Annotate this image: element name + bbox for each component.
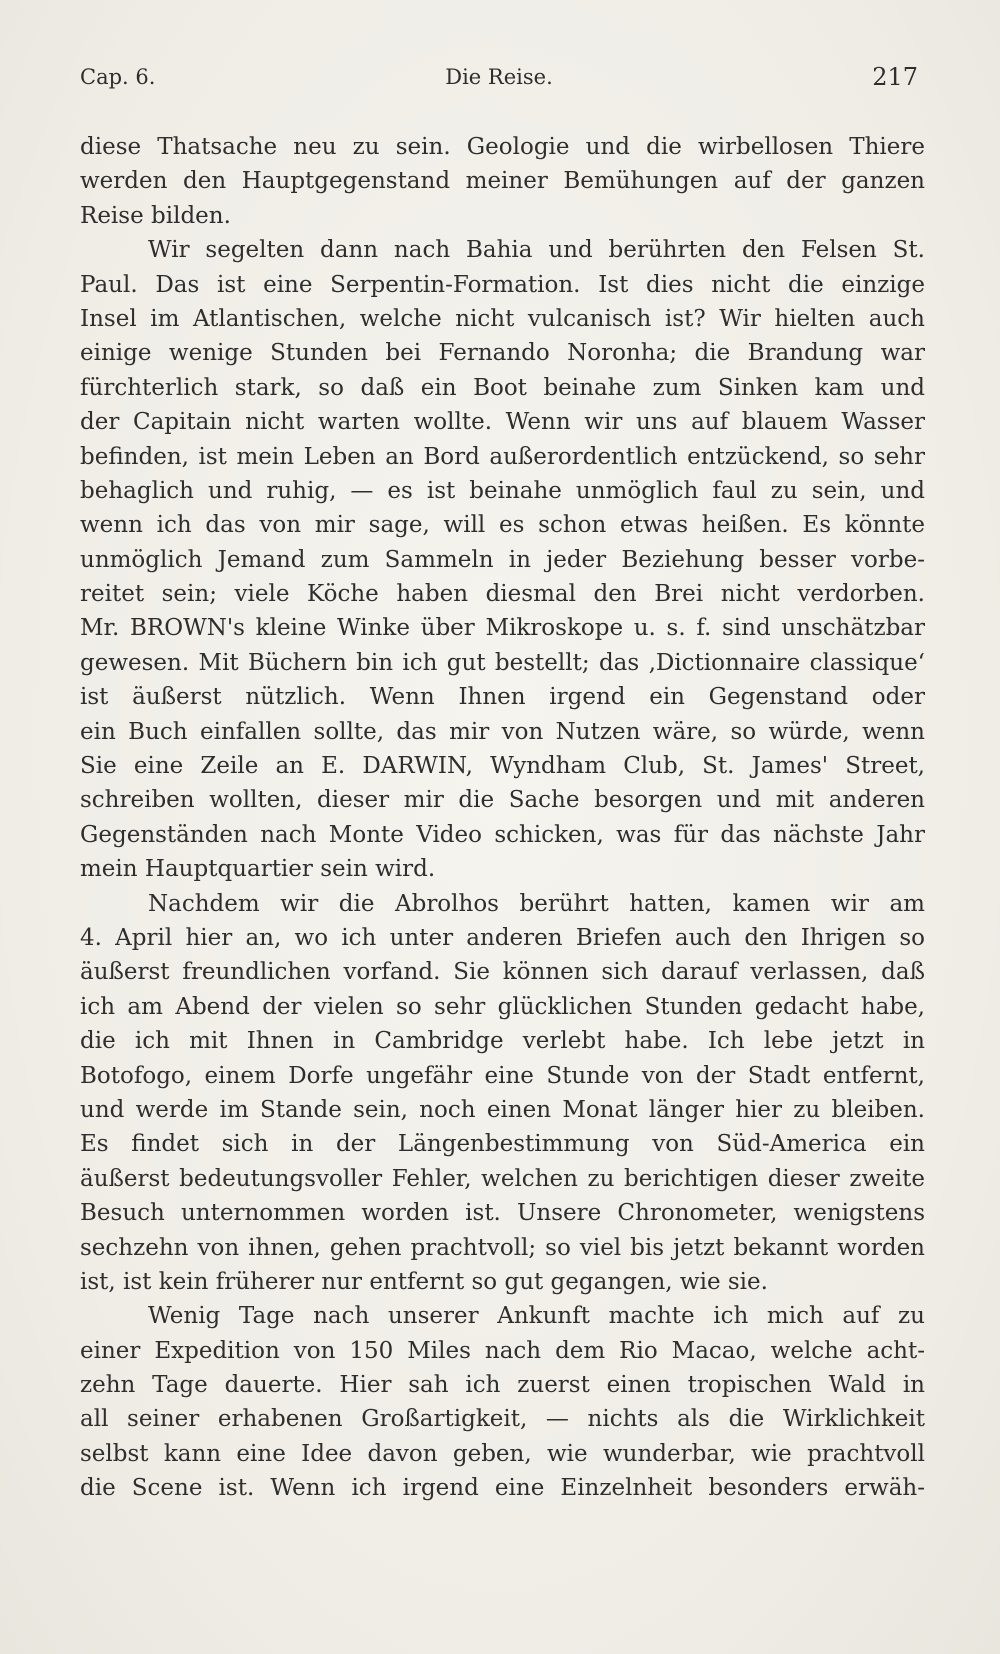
- text-line: die ich mit Ihnen in Cambridge verlebt habe. Ich lebe jetzt in: [80, 1028, 925, 1055]
- text-line: diese Thatsache neu zu sein. Geologie und die wirbellosen Thiere: [80, 134, 925, 160]
- chapter-label: Cap. 6.: [80, 65, 156, 89]
- text-line: Es findet sich in der Längenbestimmung von Süd-America ein: [80, 1131, 925, 1158]
- text-line: und werde im Stande sein, noch einen Monat länger hier zu bleiben.: [80, 1096, 925, 1123]
- text-line: Sie eine Zeile an E. DARWIN, Wyndham Club, St. James' Street,: [80, 753, 925, 780]
- text-line: ein Buch einfallen sollte, das mir von Nutzen wäre, so würde, wenn: [80, 718, 925, 745]
- text-line: äußerst freundlichen vorfand. Sie können sich darauf verlassen, daß: [80, 959, 925, 986]
- text-line: Botofogo, einem Dorfe ungefähr eine Stunde von der Stadt entfernt,: [80, 1062, 925, 1089]
- text-line: Nachdem wir die Abrolhos berührt hatten, kamen wir am: [148, 890, 925, 917]
- text-line: behaglich und ruhig, — es ist beinahe unmöglich faul zu sein, und: [80, 477, 925, 504]
- text-line: Reise bilden.: [80, 202, 231, 229]
- text-line: einige wenige Stunden bei Fernando Noronha; die Brandung war: [80, 340, 925, 367]
- text-line: äußerst bedeutungsvoller Fehler, welchen zu berichtigen dieser zweite: [80, 1165, 925, 1192]
- text-line: wenn ich das von mir sage, will es schon etwas heißen. Es könnte: [80, 512, 925, 539]
- text-line: ist äußerst nützlich. Wenn Ihnen irgend ein Gegenstand oder: [80, 684, 925, 711]
- text-line: mein Hauptquartier sein wird.: [80, 856, 436, 883]
- text-line: befinden, ist mein Leben an Bord außerordentlich entzückend, so sehr: [80, 443, 925, 470]
- text-line: werden den Hauptgegenstand meiner Bemühungen auf der ganzen: [80, 168, 925, 195]
- text-line: fürchterlich stark, so daß ein Boot beinahe zum Sinken kam und: [80, 374, 925, 401]
- text-line: Insel im Atlantischen, welche nicht vulcanisch ist? Wir hielten auch: [80, 305, 925, 332]
- text-line: selbst kann eine Idee davon geben, wie wunderbar, wie prachtvoll: [80, 1440, 925, 1467]
- text-line: zehn Tage dauerte. Hier sah ich zuerst einen tropischen Wald in: [80, 1372, 925, 1399]
- text-line: unmöglich Jemand zum Sammeln in jeder Beziehung besser vorbe-: [80, 546, 925, 573]
- body-text: [80, 130, 925, 1506]
- text-line: der Capitain nicht warten wollte. Wenn wir uns auf blauem Wasser: [80, 409, 925, 436]
- running-head: [80, 60, 918, 94]
- text-line: Wenig Tage nach unserer Ankunft machte ich mich auf zu: [148, 1303, 925, 1330]
- text-line: Wir segelten dann nach Bahia und berührten den Felsen St.: [148, 237, 925, 264]
- text-line: Gegenständen nach Monte Video schicken, was für das nächste Jahr: [80, 821, 925, 848]
- text-line: die Scene ist. Wenn ich irgend eine Einzelnheit besonders erwäh-: [80, 1475, 925, 1502]
- text-line: Paul. Das ist eine Serpentin-Formation. Ist dies nicht die einzige: [80, 271, 925, 298]
- running-title: Die Reise.: [445, 65, 553, 89]
- text-line: schreiben wollten, dieser mir die Sache besorgen und mit anderen: [80, 787, 925, 814]
- text-line: Besuch unternommen worden ist. Unsere Chronometer, wenigstens: [80, 1200, 925, 1227]
- text-line: 4. April hier an, wo ich unter anderen Briefen auch den Ihrigen so: [80, 924, 925, 951]
- text-line: einer Expedition von 150 Miles nach dem Rio Macao, welche acht-: [80, 1337, 925, 1364]
- text-line: gewesen. Mit Büchern bin ich gut bestellt; das ‚Dictionnaire classique‘: [80, 649, 925, 676]
- text-line: ich am Abend der vielen so sehr glücklichen Stunden gedacht habe,: [80, 993, 925, 1020]
- text-line: ist, ist kein früherer nur entfernt so gut gegangen, wie sie.: [80, 1268, 768, 1295]
- text-line: reitet sein; viele Köche haben diesmal den Brei nicht verdorben.: [80, 581, 925, 608]
- text-line: all seiner erhabenen Großartigkeit, — nichts als die Wirklichkeit: [80, 1406, 925, 1433]
- text-line: Mr. BROWN's kleine Winke über Mikroskope u. s. f. sind unschätzbar: [80, 615, 925, 642]
- text-line: sechzehn von ihnen, gehen prachtvoll; so viel bis jetzt bekannt worden: [80, 1234, 925, 1261]
- page-number: 217: [872, 63, 918, 91]
